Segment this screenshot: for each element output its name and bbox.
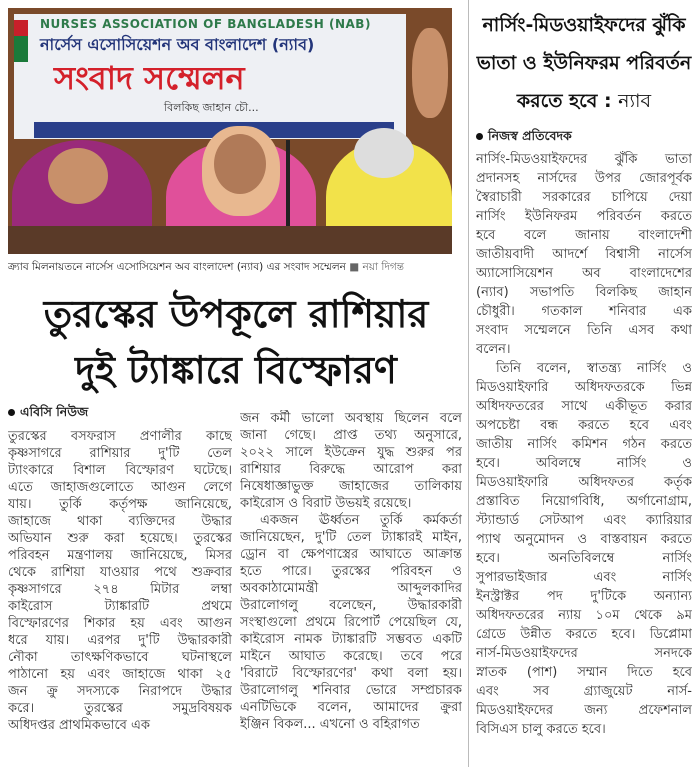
text-line: উরালোগলু শনিবার ভোরে সম্প্রচারক xyxy=(240,683,462,698)
text-line: বলেন। xyxy=(476,342,511,357)
byline-text: নিজস্ব প্রতিবেদক xyxy=(488,128,572,143)
text-line: স্ট্যান্ডার্ড সেটআপ এবং ক্যারিয়ার xyxy=(476,513,692,528)
text-line: হবে। অবিলম্বে নার্সিং ও xyxy=(476,456,692,471)
text-line: গ্রেডে উন্নীত করতে হবে। ডিপ্লোমা xyxy=(476,627,692,642)
headline-left xyxy=(8,286,464,398)
text-line: পাঠানো হয় এবং জাহাজে থাকা ২৫ xyxy=(8,667,232,682)
text-line: জাতীয়বাদী আদর্শে বিশ্বাসী নার্সেস xyxy=(476,247,692,262)
banner-bengali-text: নার্সেস এসোসিয়েশন অব বাংলাদেশ (ন্যাব) xyxy=(40,35,315,54)
text-line: (ন্যাব) সভাপতি বিলকিছ জাহান xyxy=(476,285,692,300)
person-right-face xyxy=(354,128,414,178)
text-line: নৌকা তাৎক্ষণিকভাবে ঘটনাস্থলে xyxy=(8,650,232,665)
text-line: জানিয়েছেন, দু'টি তেল ট্যাঙ্কারই মাইন, xyxy=(240,530,462,545)
text-line: অবকাঠামোমন্ত্রী আব্দুলকাদির xyxy=(240,581,462,596)
text-line: ধরে যায়। এরপর দু'টি উদ্ধারকারী xyxy=(8,633,232,648)
text-line: স্নাতক (পাশ) সম্মান দিতে হবে xyxy=(476,665,692,680)
text-line: নার্স-মিডওয়াইফদের সনদকে xyxy=(476,646,692,661)
headline-line: নার্সিং-মিডওয়াইফদের ঝুঁকি xyxy=(482,14,686,36)
article-left-column-2 xyxy=(240,410,462,733)
text-line: এনটিভিকে বলেন, আমাদের ক্রুরা xyxy=(240,700,462,715)
text-line: কৃষ্ণসাগরে রাশিয়ার দু'টি তেল xyxy=(8,446,232,461)
flag-icon-green xyxy=(14,36,28,62)
text-line: জাতীয় নার্সিং কমিশন গঠন করতে xyxy=(476,437,692,452)
text-line: মিডওয়াইফদের জন্য প্রফেশনাল xyxy=(476,703,692,718)
text-line: অধিদপ্তর প্রাথমিকভাবে এক xyxy=(8,718,151,733)
byline-text: এবিসি নিউজ xyxy=(20,404,89,419)
text-line: অধিদফতরের ন্যায় ১০ম থেকে ৯ম xyxy=(476,608,692,623)
text-line: কৃষ্ণসাগরে ২৭৪ মিটার লম্বা xyxy=(8,582,232,597)
text-line: হবে বলে জানায় বাংলাদেশী xyxy=(476,228,692,243)
headline-line: তুরস্কের উপকূলে রাশিয়ার xyxy=(43,292,429,336)
article-right-body xyxy=(476,150,692,739)
text-line: ইঞ্জিন বিকল... এখনো ও বহিরাগত xyxy=(240,717,420,732)
byline-left xyxy=(8,404,88,420)
text-line: অ্যাসোসিয়েশন অব বাংলাদেশের xyxy=(476,266,692,281)
caption-text: ক্র্যাব মিলনায়তনে নার্সেস এসোসিয়েশন অব বাংলাদেশ (ন্যাব) এর সংবাদ সম্মেলন xyxy=(8,261,346,273)
text-line: জানা গেছে। প্রাপ্ত তথ্য অনুসারে, xyxy=(240,428,462,443)
text-line: অধিদফতরের সাথে একীভূত করার xyxy=(476,399,692,414)
byline-right xyxy=(476,128,572,144)
caption-source: ■ নয়া দিগন্ত xyxy=(349,261,404,273)
banner-english-text: NURSES ASSOCIATION OF BANGLADESH (NAB) xyxy=(40,17,371,31)
text-line: বিস্ফোরণের শিকার হয় এবং আগুন xyxy=(8,616,232,631)
text-line: অপচেষ্টা বন্ধ করতে হবে এবং xyxy=(476,418,692,433)
text-line: মিডওয়াইফারি অধিদফতর কর্তৃক xyxy=(476,475,692,490)
text-line: চৌধুরী। গতকাল শনিবার এক xyxy=(476,304,692,319)
text-line: জাহাজে থাকা ব্যক্তিদের উদ্ধার xyxy=(8,514,232,529)
text-line: কাইরোস ও বিরাট উভয়ই রয়েছে। xyxy=(240,496,412,511)
headline-tag: ন্যাব xyxy=(618,90,652,112)
text-line: জন কর্মী ভালো অবস্থায় ছিলেন বলে xyxy=(240,411,462,426)
headline-right xyxy=(474,6,694,120)
table xyxy=(8,226,452,254)
text-line: মাইনে আঘাত করেছে। তবে পরে xyxy=(240,649,462,664)
text-line: সংবাদ সম্মেলনে তিনি এসব কথা xyxy=(476,323,692,338)
headline-line: করতে হবে : xyxy=(516,90,612,112)
text-line: ড্রোন বা ক্ষেপণাস্ত্রের আঘাতে আক্রান্ত xyxy=(240,547,462,562)
text-line: ট্যাংকারে বিশাল বিস্ফোরণ ঘটেছে। xyxy=(8,463,232,478)
text-line: হতে পারে। তুরস্কের পরিবহন ও xyxy=(240,564,462,579)
banner-name: বিলকিছ জাহান চৌ... xyxy=(164,101,259,114)
text-line: সংস্থাগুলো প্রথমে রিপোর্ট পেয়েছিল যে, xyxy=(240,615,462,630)
text-line: রাশিয়ার বিরুদ্ধে আরোপ করা xyxy=(240,462,462,477)
text-line: বিসিএস চালু করতে হবে। xyxy=(476,722,606,737)
text-line: থেকে রাশিয়া যাওয়ার পথে শুক্রবার xyxy=(8,565,232,580)
text-line: প্যাথ অনুমোদন ও বাস্তবায়ন করতে xyxy=(476,532,692,547)
text-line: এবং সব গ্র্যাজুয়েট নার্স- xyxy=(476,684,692,699)
text-line: কাইরোস ট্যাঙ্কারটি প্রথমে xyxy=(8,599,232,614)
text-line: তুরস্কের বসফরাস প্রণালীর কাছে xyxy=(8,429,232,444)
text-line: জন ক্রু সদস্যকে নিরাপদে উদ্ধার xyxy=(8,684,232,699)
microphone xyxy=(286,140,290,226)
headline-line: দুই ট্যাঙ্কারে বিস্ফোরণ xyxy=(75,348,397,392)
press-conference-photo xyxy=(8,8,452,254)
text-line: একজন ঊর্ধ্বতন তুর্কি কর্মকর্তা xyxy=(260,513,462,528)
text-line: প্রস্তাবিত নিয়োগবিধি, অর্গানোগ্রাম, xyxy=(476,494,692,509)
photo-caption xyxy=(8,260,468,274)
wooden-panel xyxy=(412,28,448,118)
text-line: নিষেধাজ্ঞাভুক্ত জাহাজের তালিকায় xyxy=(240,479,462,494)
headline-line: ভাতা ও ইউনিফরম পরিবর্তন xyxy=(476,52,692,74)
text-line: ২০২২ সালে ইউক্রেন যুদ্ধ শুরুর পর xyxy=(240,445,462,460)
text-line: তিনি বলেন, স্বাতন্ত্র্য নার্সিং ও xyxy=(496,361,692,376)
text-line: হবে। অনতিবিলম্বে নার্সিং xyxy=(476,551,692,566)
text-line: পরিবহন মন্ত্রণালয় জানিয়েছে, মিসর xyxy=(8,548,232,563)
banner xyxy=(14,14,406,139)
text-line: ইনস্ট্রাক্টর পদ দু'টিকে অন্যান্য xyxy=(476,589,692,604)
bullet-icon xyxy=(8,409,15,416)
person-center-face xyxy=(214,134,266,194)
text-line: যায়। তুর্কি কর্তৃপক্ষ জানিয়েছে, xyxy=(8,497,232,512)
banner-title: সংবাদ সম্মেলন xyxy=(54,59,245,97)
article-left-column-1 xyxy=(8,428,232,734)
text-line: কাইরোস নামক ট্যাঙ্কারটি সম্ভবত একটি xyxy=(240,632,462,647)
text-line: সুপারভাইজার এবং নার্সিং xyxy=(476,570,692,585)
text-line: 'বিরাটে বিস্ফোরণের' কথা বলা হয়। xyxy=(240,666,462,681)
bullet-icon xyxy=(476,133,483,140)
text-line: নার্সিং ইউনিফরম পরিবর্তন করতে xyxy=(476,209,692,224)
text-line: স্বৈরাচারী সরকারের চাপিয়ে দেয়া xyxy=(476,190,692,205)
text-line: এতে জাহাজগুলোতে আগুন লেগে xyxy=(8,480,232,495)
text-line: অভিযান শুরু করা হয়েছে। তুরস্কের xyxy=(8,531,232,546)
text-line: করে। তুরস্কের সমুদ্রবিষয়ক xyxy=(8,701,232,716)
column-divider xyxy=(468,0,469,767)
text-line: উরালোগলু বলেছেন, উদ্ধারকারী xyxy=(240,598,462,613)
text-line: নার্সিং-মিডওয়াইফদের ঝুঁকি ভাতা xyxy=(476,152,692,167)
text-line: মিডওয়াইফারি অধিদফতরকে ভিন্ন xyxy=(476,380,692,395)
text-line: প্রদানসহ নার্সদের উপর জোরপূর্বক xyxy=(476,171,692,186)
person-left-face xyxy=(48,148,108,204)
